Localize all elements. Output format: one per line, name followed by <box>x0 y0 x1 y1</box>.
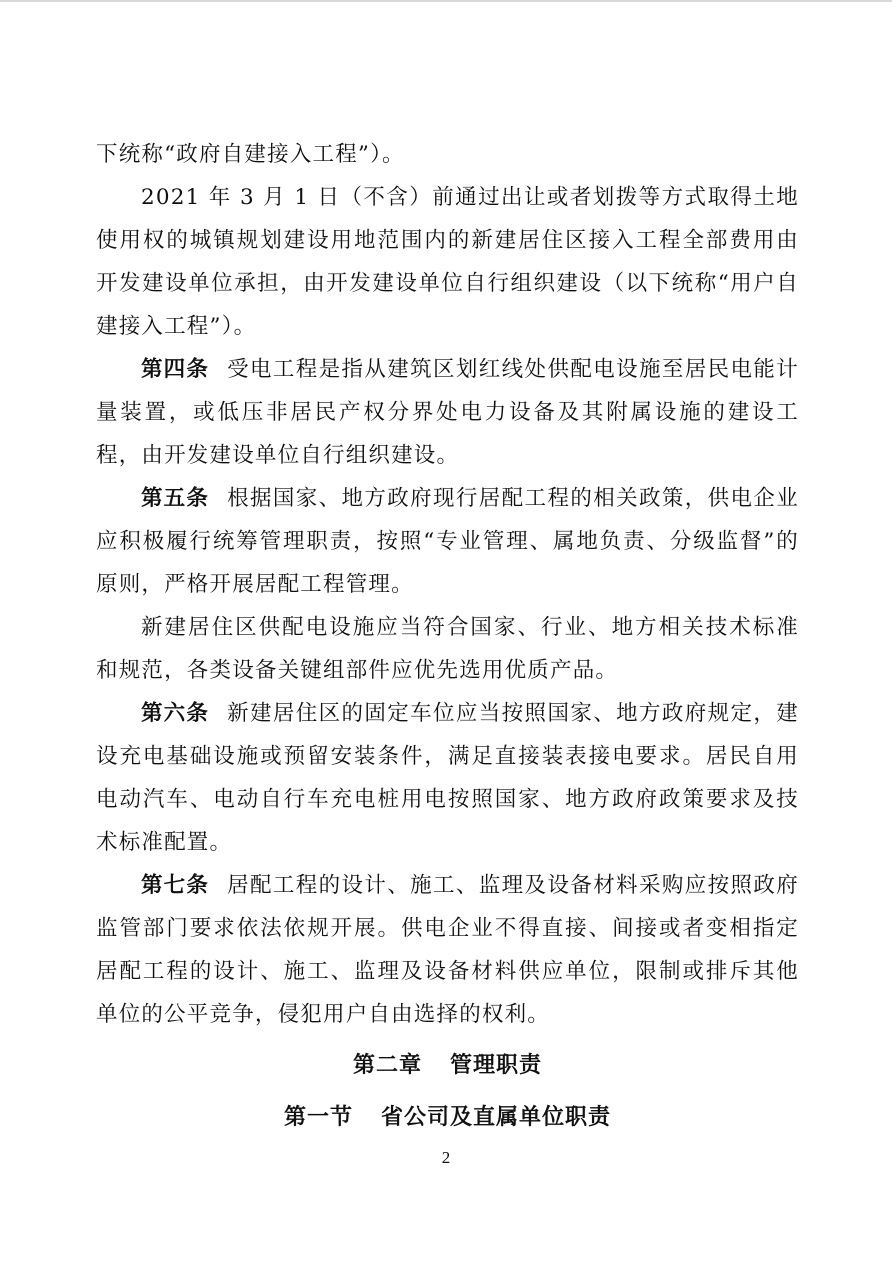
section-title: 省公司及直属单位职责 <box>381 1105 612 1130</box>
page-number: 2 <box>441 1148 451 1167</box>
chapter-title: 管理职责 <box>450 1053 543 1078</box>
article-6 <box>96 692 799 864</box>
section-heading <box>96 1092 799 1144</box>
paragraph-continuation <box>96 133 799 176</box>
paragraph-standards <box>96 606 799 692</box>
paragraph-text: 受电工程是指从建筑区划红线处供配电设施至居民电能计量装置，或低压非居民产权分界处电力设备及其附属设施的建设工程，由开发建设单位自行组织建设。 <box>96 357 799 468</box>
article-label: 第六条 <box>141 701 210 726</box>
section-number: 第一节 <box>283 1105 353 1130</box>
article-7 <box>96 864 799 1036</box>
paragraph-text: 2021 年 3 月 1 日（不含）前通过出让或者划拨等方式取得土地使用权的城镇规划建设用地范围内的新建居住区接入工程全部费用由开发建设单位承担，由开发建设单位自行组织建设（以下统称“用户自建接入工程”）。 <box>96 185 799 339</box>
document-body <box>96 133 799 1144</box>
chapter-number: 第二章 <box>352 1053 422 1078</box>
paragraph-text: 居配工程的设计、施工、监理及设备材料采购应按照政府监管部门要求依法依规开展。供电企业不得直接、间接或者变相指定居配工程的设计、施工、监理及设备材料供应单位，限制或排斥其他单位的公平竞争，侵犯用户自由选择的权利。 <box>96 873 799 1027</box>
article-label: 第四条 <box>141 357 210 382</box>
paragraph-text: 根据国家、地方政府现行居配工程的相关政策，供电企业应积极履行统筹管理职责，按照“专业管理、属地负责、分级监督”的原则，严格开展居配工程管理。 <box>96 486 799 597</box>
article-label: 第七条 <box>141 873 210 898</box>
article-4 <box>96 348 799 477</box>
article-5 <box>96 477 799 606</box>
page-top-edge <box>0 0 892 2</box>
paragraph-text: 下统称“政府自建接入工程”）。 <box>96 142 405 167</box>
paragraph-land-use <box>96 176 799 348</box>
article-label: 第五条 <box>141 486 210 511</box>
paragraph-text: 新建居住区供配电设施应当符合国家、行业、地方相关技术标准和规范，各类设备关键组部件应优先选用优质产品。 <box>96 615 799 683</box>
paragraph-text: 新建居住区的固定车位应当按照国家、地方政府规定，建设充电基础设施或预留安装条件，满足直接装表接电要求。居民自用电动汽车、电动自行车充电桩用电按照国家、地方政府政策要求及技术标准配置。 <box>96 701 799 855</box>
chapter-heading <box>96 1040 799 1092</box>
